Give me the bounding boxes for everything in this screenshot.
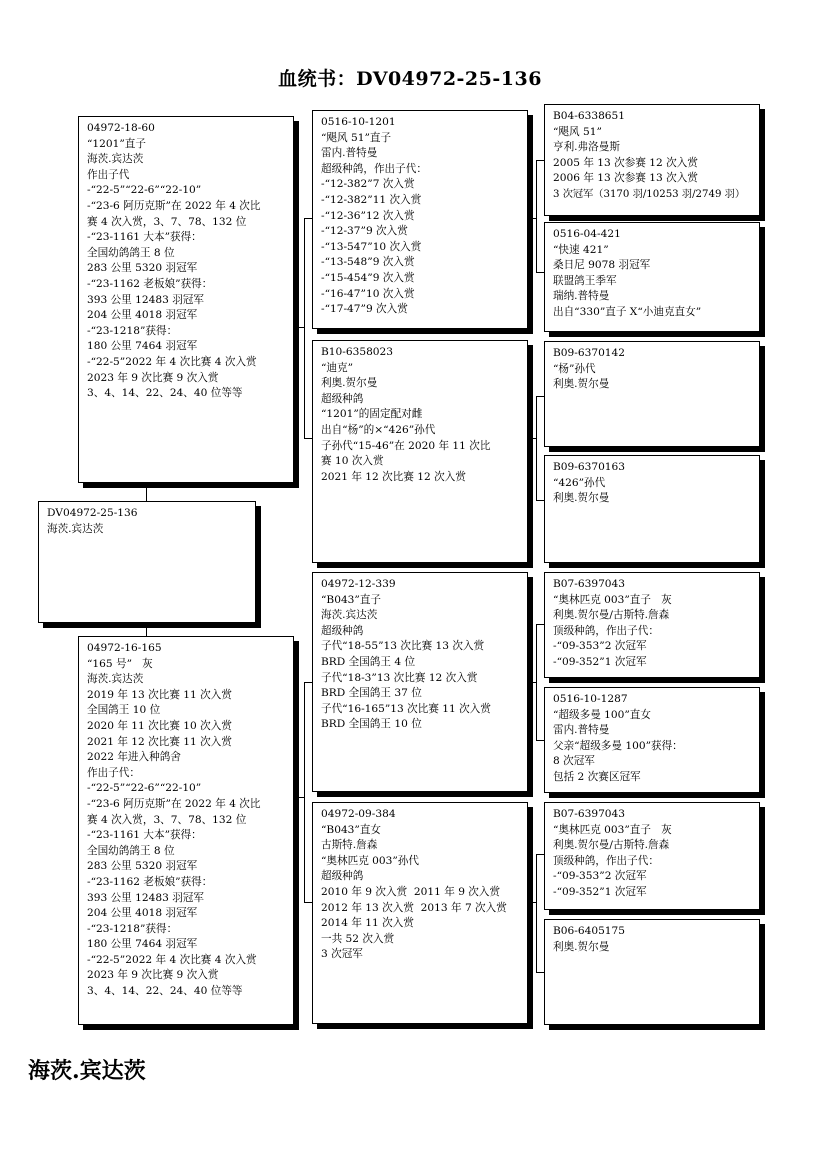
ds-sire-line: 利奥.贺尔曼/古斯特.詹森 — [553, 609, 670, 622]
dd-sire-card — [544, 802, 760, 910]
sire-dam-line: 子孙代“15-46”在 2020 年 11 次比 — [321, 439, 491, 452]
connector-ds-to-sire — [536, 624, 544, 625]
ds-sire-line: “奥林匹克 003”直子 灰 — [553, 593, 672, 606]
connector-subject-dam — [146, 623, 147, 636]
ss-sire-line: 3 次冠军（3170 羽/10253 羽/2749 羽） — [553, 188, 746, 200]
dam-line: -“23-6 阿历克斯”在 2022 年 4 次比 — [87, 797, 261, 810]
dd-sire-line: 顶级种鸽，作出子代： — [553, 854, 659, 867]
sire-line: -“23-6 阿历克斯”在 2022 年 4 次比 — [87, 199, 261, 212]
dam-line: 赛 4 次入赏，3、7、78、132 位 — [87, 813, 247, 826]
connector-dam-vertical — [304, 682, 305, 902]
connector-sire-stub — [294, 327, 304, 328]
sire-sire-line: 雷内.普特曼 — [321, 147, 378, 160]
dam-sire-line: 超级种鸽 — [321, 624, 364, 637]
sire-line: 3、4、14、22、24、40 位等等 — [87, 387, 243, 400]
ds-dam-line: 雷内.普特曼 — [553, 724, 610, 737]
sire-dam-line: “迪克” — [321, 361, 354, 374]
dd-sire-line: -“09-352”1 次冠军 — [553, 885, 647, 898]
dd-dam-line: B06-6405175 — [553, 925, 626, 937]
dam-line: 393 公里 12483 羽冠军 — [87, 891, 204, 904]
connector-dd-to-dam — [536, 972, 544, 973]
sire-dam-line: 赛 10 次入赏 — [321, 455, 384, 468]
ds-dam-line: 8 次冠军 — [553, 755, 595, 768]
dam-sire-line: 04972-12-339 — [321, 578, 396, 590]
connector-sire-to-sd — [304, 438, 312, 439]
dd-dam-line: 利奥.贺尔曼 — [553, 940, 610, 953]
connector-dam-to-ds — [304, 682, 312, 683]
dam-sire-line: “B043”直子 — [321, 593, 382, 606]
ss-sire-card — [544, 104, 760, 216]
ds-dam-line: 父亲“超级多曼 100”获得： — [553, 739, 683, 752]
sire-line: 04972-18-60 — [87, 122, 155, 134]
sire-dam-line: 超级种鸽 — [321, 392, 364, 405]
sire-sire-line: -“12-382”11 次入赏 — [321, 193, 422, 206]
dam-dam-line: 3 次冠军 — [321, 948, 363, 961]
sire-sire-line: 0516-10-1201 — [321, 116, 396, 128]
sire-dam-line: 出自“杨”的×“426”孙代 — [321, 423, 436, 436]
subject-breeder: 海茨.宾达茨 — [47, 522, 104, 535]
ss-dam-card — [544, 222, 760, 332]
dam-dam-line: “奥林匹克 003”孙代 — [321, 854, 419, 867]
dam-line: 2019 年 13 次比赛 11 次入赏 — [87, 688, 232, 701]
ss-sire-line: 2005 年 13 次参赛 12 次入赏 — [553, 156, 698, 169]
sd-sire-line: “杨”孙代 — [553, 362, 596, 375]
connector-ss-vertical — [536, 160, 537, 272]
sire-line: 全国幼鸽鸽王 8 位 — [87, 246, 175, 259]
sire-line: 204 公里 4018 羽冠军 — [87, 309, 198, 322]
connector-dd-stub — [528, 902, 536, 903]
dam-line: 2023 年 9 次比赛 9 次入赏 — [87, 969, 219, 982]
dam-line: 283 公里 5320 羽冠军 — [87, 860, 198, 873]
connector-dd-vertical — [536, 854, 537, 972]
ss-dam-line: “快速 421” — [553, 243, 609, 256]
connector-sd-to-sire — [536, 396, 544, 397]
dd-dam-card — [544, 919, 760, 1025]
dam-sire-card — [312, 572, 528, 792]
dam-sire-line: BRD 全国鸽王 4 位 — [321, 655, 416, 668]
connector-ss-stub — [528, 218, 536, 219]
dd-sire-line: -“09-353”2 次冠军 — [553, 870, 647, 883]
sd-dam-card — [544, 455, 760, 563]
connector-ss-to-sire — [536, 160, 544, 161]
sire-sire-line: -“13-548”9 次入赏 — [321, 256, 415, 269]
sire-line: 393 公里 12483 羽冠军 — [87, 293, 204, 306]
ss-dam-line: 联盟鸽王季军 — [553, 274, 617, 287]
dam-line: 204 公里 4018 羽冠军 — [87, 907, 198, 920]
dam-line: 04972-16-165 — [87, 642, 162, 654]
sd-dam-line: 利奥.贺尔曼 — [553, 492, 610, 505]
connector-ds-stub — [528, 682, 536, 683]
sd-sire-card — [544, 341, 760, 447]
ss-dam-line: 出自“330”直子 X“小迪克直女” — [553, 305, 702, 318]
sire-line: 作出子代 — [87, 168, 130, 181]
sire-sire-line: 超级种鸽，作出子代： — [321, 162, 427, 175]
ds-sire-line: -“09-352”1 次冠军 — [553, 655, 647, 668]
sire-dam-line: 利奥.贺尔曼 — [321, 377, 378, 390]
dam-line: 全国鸽王 10 位 — [87, 704, 161, 717]
dam-line: 3、4、14、22、24、40 位等等 — [87, 985, 243, 998]
sire-sire-card — [312, 110, 528, 329]
connector-subject-sire — [146, 483, 147, 501]
dam-line: -“23-1218”获得： — [87, 922, 178, 935]
dam-dam-line: 超级种鸽 — [321, 870, 364, 883]
ds-dam-line: 0516-10-1287 — [553, 693, 628, 705]
sd-dam-line: B09-6370163 — [553, 461, 626, 473]
dd-sire-line: B07-6397043 — [553, 808, 626, 820]
ds-dam-card — [544, 687, 760, 793]
connector-dam-stub — [294, 797, 304, 798]
sire-line: 283 公里 5320 羽冠军 — [87, 262, 198, 275]
connector-sd-vertical — [536, 396, 537, 500]
sire-sire-line: -“12-36”12 次入赏 — [321, 209, 415, 222]
connector-ds-vertical — [536, 624, 537, 740]
ss-dam-line: 0516-04-421 — [553, 228, 621, 240]
dam-dam-card — [312, 802, 528, 1024]
dam-line: 2022 年进入种鸽舍 — [87, 751, 181, 764]
dam-line: 2021 年 12 次比赛 11 次入赏 — [87, 735, 232, 748]
dam-line: “165 号” 灰 — [87, 657, 153, 670]
dam-line: 作出子代： — [87, 766, 140, 779]
ss-sire-line: 2006 年 13 次参赛 13 次入赏 — [553, 172, 698, 185]
connector-sd-stub — [528, 438, 536, 439]
dam-sire-line: BRD 全国鸽王 37 位 — [321, 687, 422, 700]
sire-line: 180 公里 7464 羽冠军 — [87, 340, 198, 353]
dam-dam-line: “B043”直女 — [321, 823, 382, 836]
dam-sire-line: 子代“18-55”13 次比赛 13 次入赏 — [321, 640, 485, 653]
ss-sire-line: 亨利.弗洛曼斯 — [553, 141, 620, 154]
ds-sire-line: B07-6397043 — [553, 578, 626, 590]
dam-sire-line: 子代“18-3”13 次比赛 12 次入赏 — [321, 671, 478, 684]
sire-line: -“23-1218”获得： — [87, 324, 178, 337]
dd-sire-line: “奥林匹克 003”直子 灰 — [553, 823, 672, 836]
ds-sire-line: -“09-353”2 次冠军 — [553, 640, 647, 653]
dam-line: -“22-5”2022 年 4 次比赛 4 次入赏 — [87, 953, 257, 966]
sire-sire-line: “飓风 51”直子 — [321, 131, 392, 144]
dam-line: 2020 年 11 次比赛 10 次入赏 — [87, 719, 232, 732]
sire-sire-line: -“12-37”9 次入赏 — [321, 225, 408, 238]
sire-line: “1201”直子 — [87, 137, 146, 150]
pedigree-title: 血统书：DV04972-25-136 — [278, 68, 542, 90]
connector-sire-vertical — [304, 218, 305, 438]
ss-dam-line: 瑞纳.普特曼 — [553, 290, 610, 303]
sire-card — [78, 116, 294, 483]
dam-sire-line: 海茨.宾达茨 — [321, 609, 378, 622]
dd-sire-line: 利奥.贺尔曼/古斯特.詹森 — [553, 839, 670, 852]
sire-sire-line: -“17-47”9 次入赏 — [321, 303, 408, 316]
sire-dam-line: B10-6358023 — [321, 346, 394, 358]
dam-line: 海茨.宾达茨 — [87, 673, 144, 686]
connector-ds-to-dam — [536, 740, 544, 741]
connector-dam-to-dd — [304, 902, 312, 903]
sire-line: 2023 年 9 次比赛 9 次入赏 — [87, 371, 219, 384]
sd-dam-line: “426”孙代 — [553, 476, 606, 489]
sire-line: 赛 4 次入赏，3、7、78、132 位 — [87, 215, 247, 228]
sire-sire-line: -“13-547”10 次入赏 — [321, 240, 422, 253]
sd-sire-line: B09-6370142 — [553, 347, 626, 359]
dam-line: -“23-1162 老板娘”获得： — [87, 875, 213, 888]
dam-sire-line: 子代“16-165”13 次比赛 11 次入赏 — [321, 702, 491, 715]
sire-sire-line: -“15-454”9 次入赏 — [321, 271, 415, 284]
subject-ring-number: DV04972-25-136 — [47, 507, 138, 519]
loft-name-footer: 海茨.宾达茨 — [28, 1058, 146, 1084]
sire-line: -“23-1162 老板娘”获得： — [87, 277, 213, 290]
dam-line: 180 公里 7464 羽冠军 — [87, 938, 198, 951]
connector-ss-to-dam — [536, 272, 544, 273]
connector-sire-to-ss — [304, 218, 312, 219]
sd-sire-line: 利奥.贺尔曼 — [553, 378, 610, 391]
ss-dam-line: 桑日尼 9078 羽冠军 — [553, 259, 651, 272]
ss-sire-line: “飓风 51” — [553, 125, 602, 138]
ss-sire-line: B04-6338651 — [553, 110, 626, 122]
sire-line: -“22-5”2022 年 4 次比赛 4 次入赏 — [87, 355, 257, 368]
sire-line: -“22-5”“22-6”“22-10” — [87, 184, 202, 197]
sire-dam-card — [312, 340, 528, 563]
dam-dam-line: 一共 52 次入赏 — [321, 932, 395, 945]
ds-sire-line: 顶级种鸽，作出子代： — [553, 624, 659, 637]
sire-sire-line: -“12-382”7 次入赏 — [321, 178, 415, 191]
dam-sire-line: BRD 全国鸽王 10 位 — [321, 718, 422, 731]
subject-card — [38, 501, 256, 623]
sire-sire-line: -“16-47”10 次入赏 — [321, 287, 415, 300]
dam-card — [78, 636, 294, 1025]
sire-dam-line: “1201”的固定配对雌 — [321, 408, 423, 421]
dam-dam-line: 2014 年 11 次入赏 — [321, 917, 414, 930]
dam-line: -“23-1161 大本”获得： — [87, 829, 202, 842]
sire-line: -“23-1161 大本”获得： — [87, 231, 202, 244]
sire-line: 海茨.宾达茨 — [87, 153, 144, 166]
ds-dam-line: 包括 2 次赛区冠军 — [553, 770, 641, 783]
dam-dam-line: 04972-09-384 — [321, 808, 396, 820]
dam-line: -“22-5”“22-6”“22-10” — [87, 782, 202, 795]
dam-dam-line: 2010 年 9 次入赏 2011 年 9 次入赏 — [321, 885, 501, 898]
connector-sd-to-dam — [536, 500, 544, 501]
ds-dam-line: “超级多曼 100”直女 — [553, 708, 651, 721]
ds-sire-card — [544, 572, 760, 678]
dam-dam-line: 古斯特.詹森 — [321, 839, 378, 852]
dam-line: 全国幼鸽鸽王 8 位 — [87, 844, 175, 857]
dam-dam-line: 2012 年 13 次入赏 2013 年 7 次入赏 — [321, 901, 507, 914]
sire-dam-line: 2021 年 12 次比赛 12 次入赏 — [321, 470, 466, 483]
connector-dd-to-sire — [536, 854, 544, 855]
